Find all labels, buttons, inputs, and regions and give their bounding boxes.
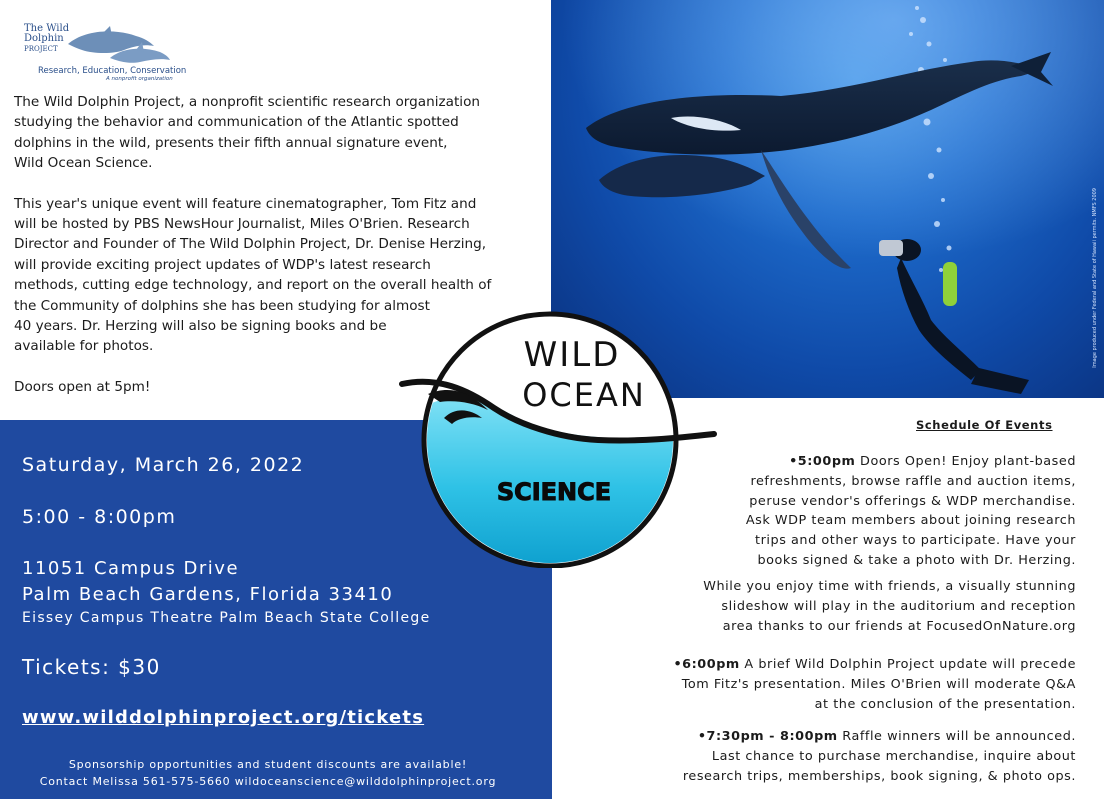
schedule-item-730pm: [596, 727, 1076, 786]
event-address-line2: Palm Beach Gardens, Florida 33410: [22, 584, 394, 605]
intro-line: The Wild Dolphin Project, a nonprofit scientific research organization: [14, 94, 480, 110]
schedule-time: •7:30pm - 8:00pm: [697, 729, 838, 744]
schedule-line: [596, 727, 1076, 747]
emblem-word-wild: WILD: [523, 335, 621, 375]
schedule-line: [596, 452, 1076, 472]
intro-line: the Community of dolphins she has been studying for almost: [14, 297, 430, 314]
logo-name-line3: PROJECT: [24, 45, 58, 53]
schedule-line: trips and other ways to participate. Have your: [755, 533, 1076, 549]
logo-subtag: A nonprofit organization: [106, 76, 173, 82]
event-address-line1: 11051 Campus Drive: [22, 558, 240, 579]
schedule-line: at the conclusion of the presentation.: [814, 696, 1076, 712]
intro-line: will provide exciting project updates of WDP's latest research: [14, 256, 431, 273]
intro-paragraph-1: [14, 92, 530, 174]
schedule-item-5pm: [596, 452, 1076, 571]
schedule-line: refreshments, browse raffle and auction items,: [750, 473, 1076, 489]
intro-line: available for photos.: [14, 338, 154, 355]
schedule-line: books signed & take a photo with Dr. Herzing.: [757, 552, 1076, 568]
schedule-line: Ask WDP team members about joining research: [745, 513, 1076, 529]
emblem-word-science: SCIENCE: [496, 478, 612, 506]
schedule-line: peruse vendor's offerings & WDP merchandise.: [749, 493, 1076, 509]
dolphins-logo-icon: [64, 24, 174, 68]
sponsorship-note: Sponsorship opportunities and student discounts are available!: [68, 758, 468, 771]
intro-line: methods, cutting edge technology, and report on the overall health of: [14, 277, 492, 294]
schedule-line: [596, 655, 1076, 675]
event-venue: Eissey Campus Theatre Palm Beach State College: [22, 610, 431, 626]
schedule-item-6pm: [596, 655, 1076, 714]
emblem-word-ocean: OCEAN: [522, 376, 646, 414]
schedule-line: research trips, memberships, book signing, & photo ops.: [682, 768, 1076, 784]
schedule-line: While you enjoy time with friends, a visually stunning: [703, 579, 1076, 594]
intro-line: dolphins in the wild, presents their fifth annual signature event,: [14, 134, 448, 151]
intro-paragraph-3: Doors open at 5pm!: [14, 378, 151, 395]
schedule-time: •6:00pm: [673, 657, 740, 672]
intro-line: This year's unique event will feature cinematographer, Tom Fitz and: [14, 195, 477, 212]
logo-tagline: Research, Education, Conservation: [38, 66, 187, 76]
schedule-slideshow-note: [596, 577, 1076, 636]
schedule-text: Doors Open! Enjoy plant-based: [855, 454, 1076, 469]
schedule-time: •5:00pm: [789, 454, 856, 469]
schedule-text: A brief Wild Dolphin Project update will precede: [739, 657, 1076, 672]
intro-line: 40 years. Dr. Herzing will also be signing books and be: [14, 318, 387, 335]
intro-line: studying the behavior and communication of the Atlantic spotted: [14, 114, 459, 131]
logo-name-line2: Dolphin: [24, 33, 64, 44]
intro-line: Director and Founder of The Wild Dolphin Project, Dr. Denise Herzing,: [14, 236, 487, 253]
event-time: 5:00 - 8:00pm: [22, 506, 177, 528]
contact-info: Contact Melissa 561-575-5660 wildoceanscience@wilddolphinproject.org: [39, 775, 497, 788]
ticket-price: Tickets: $30: [22, 655, 161, 679]
event-date: Saturday, March 26, 2022: [22, 454, 305, 476]
schedule-text: Raffle winners will be announced.: [837, 729, 1076, 744]
schedule-title: Schedule Of Events: [916, 418, 1053, 432]
schedule-line: slideshow will play in the auditorium and reception: [721, 598, 1076, 614]
wild-dolphin-project-logo: [24, 23, 187, 82]
intro-line: will be hosted by PBS NewsHour Journalist, Miles O'Brien. Research: [14, 216, 470, 233]
logo-name-line1: The Wild: [24, 23, 70, 34]
intro-line: Wild Ocean Science.: [14, 155, 153, 172]
schedule-line: area thanks to our friends at FocusedOnNature.org: [722, 618, 1076, 634]
tickets-link[interactable]: www.wilddolphinproject.org/tickets: [22, 707, 425, 728]
schedule-line: Last chance to purchase merchandise, inquire about: [711, 748, 1076, 764]
schedule-line: Tom Fitz's presentation. Miles O'Brien will moderate Q&A: [681, 676, 1076, 692]
photo-credit: Image produced under Federal and State of Hawaii permits. NMFS 2009: [1092, 188, 1098, 368]
